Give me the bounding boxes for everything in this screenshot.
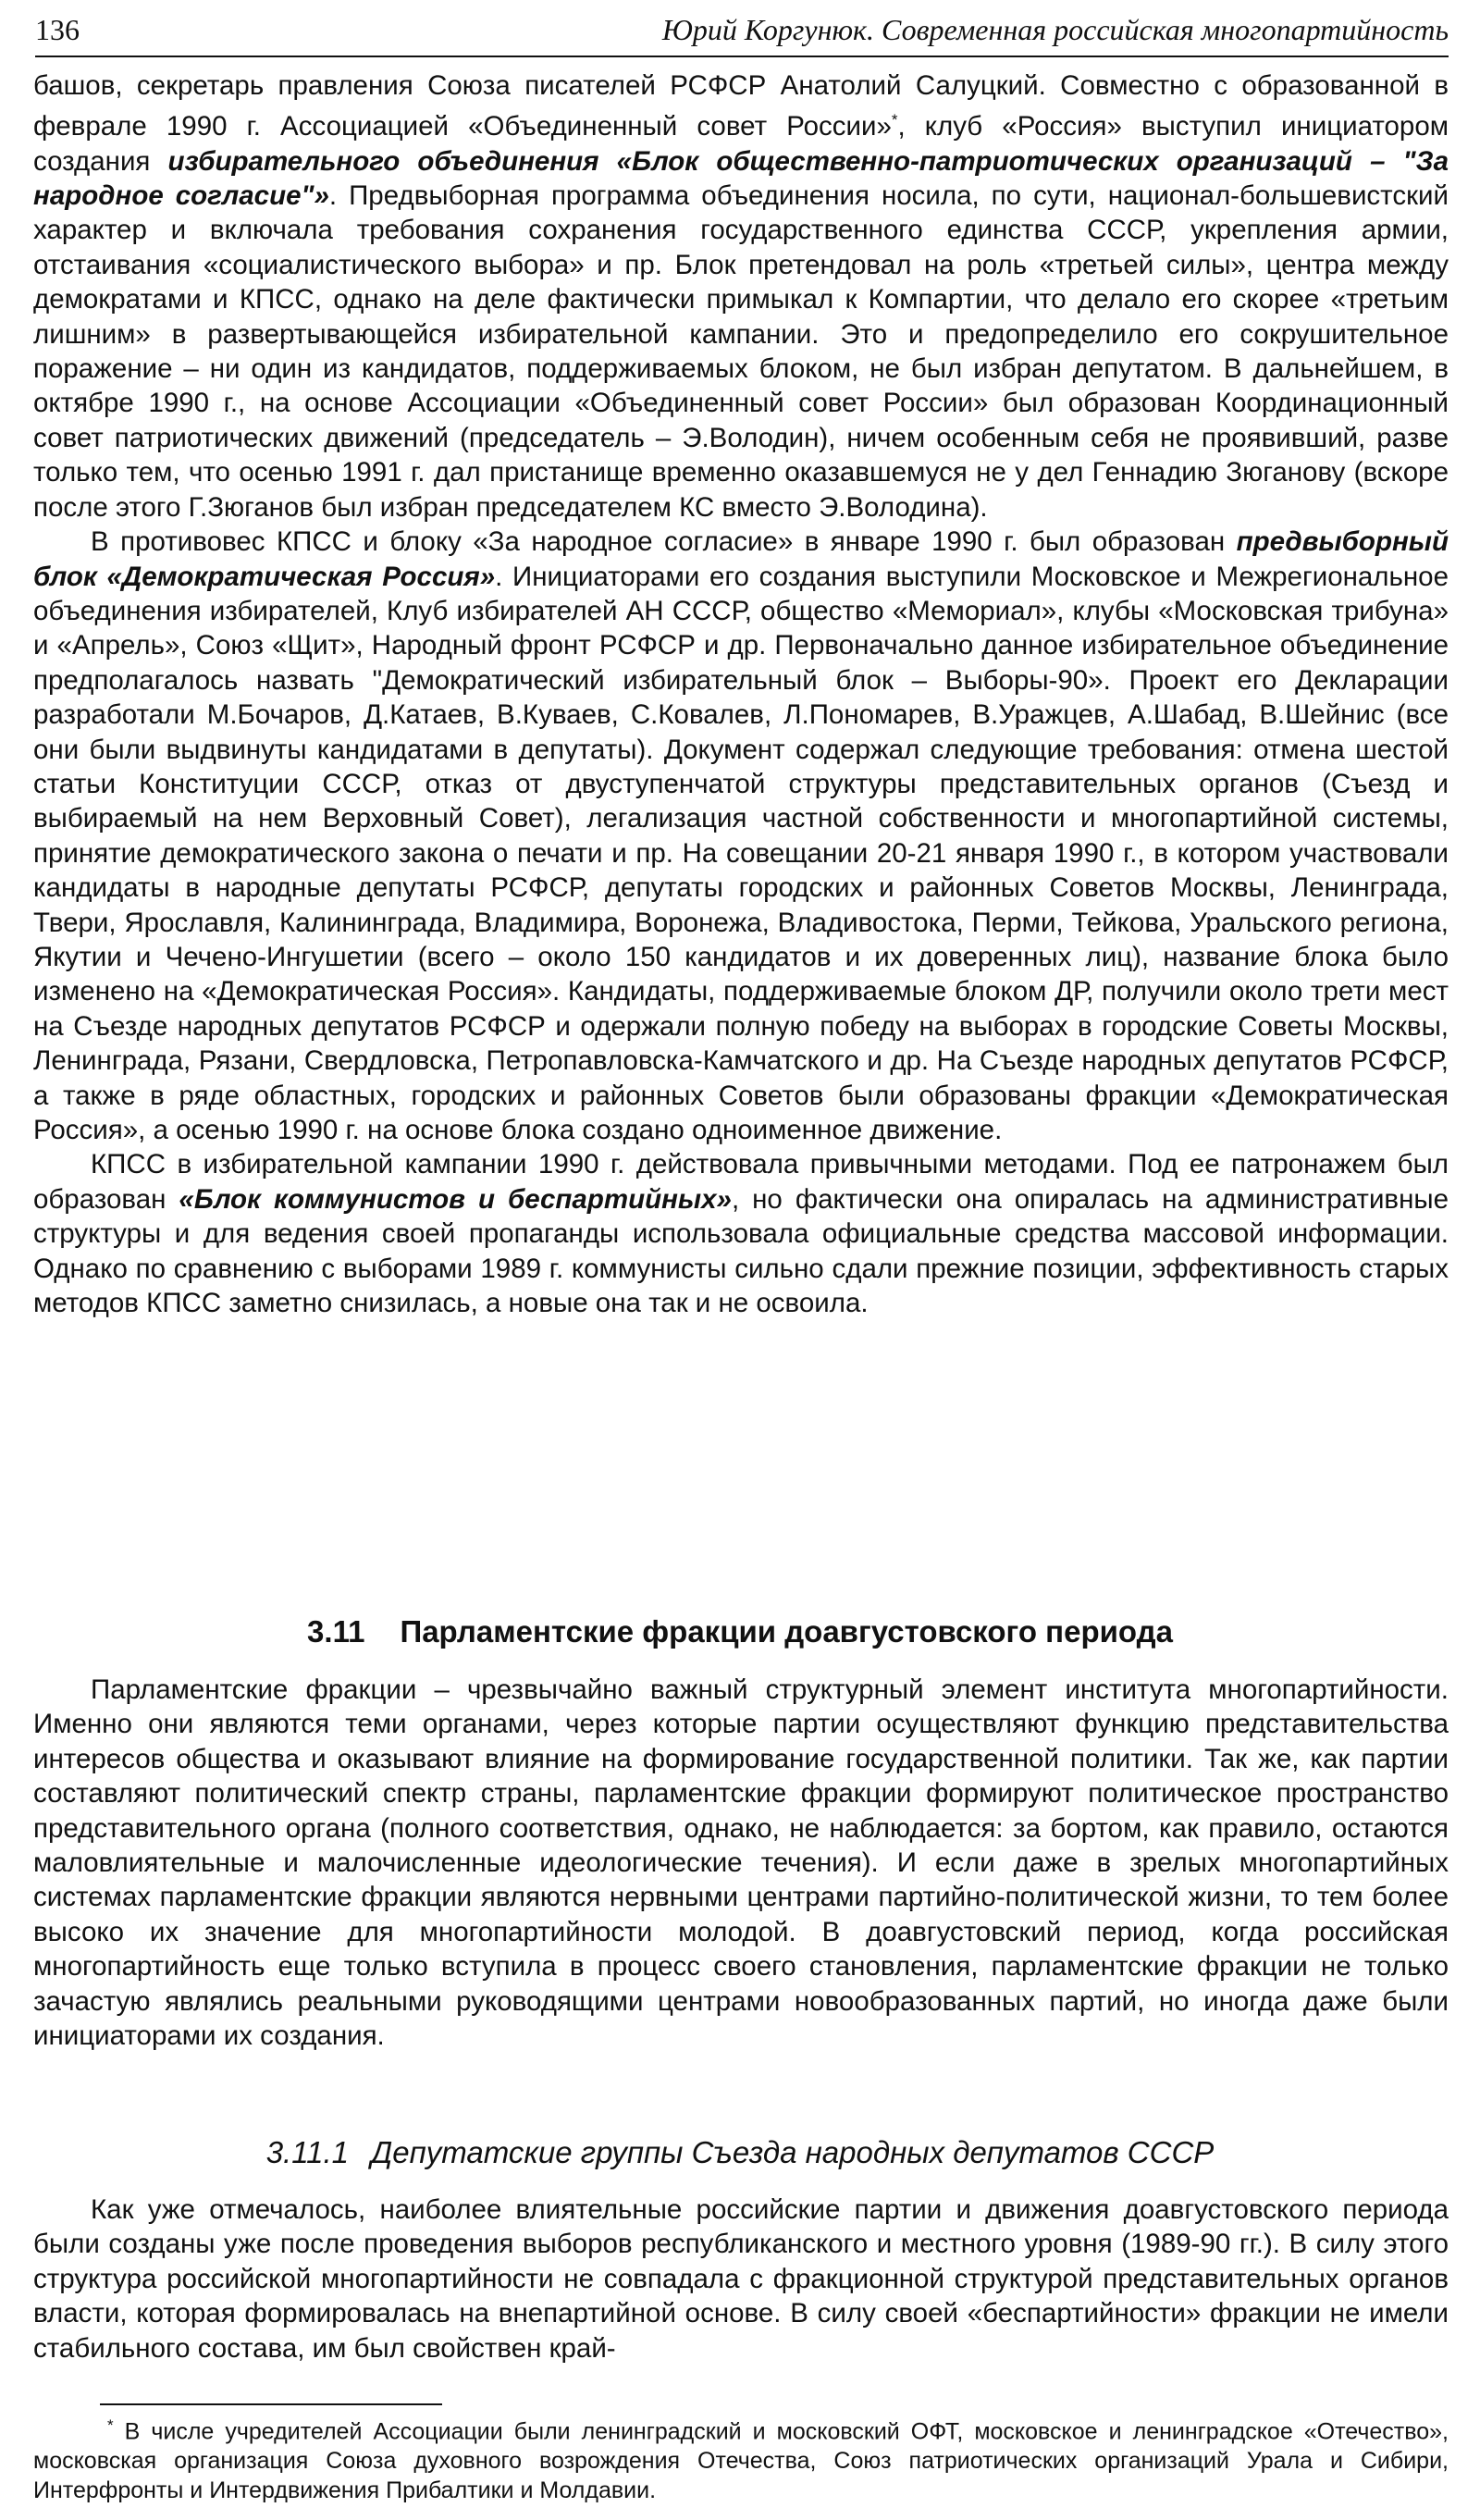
text-block-1 (33, 68, 1449, 1320)
section-title: Парламентские фракции доавгустовского периода (400, 1614, 1173, 1649)
subsection-heading (0, 2135, 1480, 2170)
paragraph-deputy-groups: Как уже отмечалось, наиболее влиятельные российские партии и движения доавгустовского периода были созданы уже после проведения выборов республиканского и местного уровня (1989-90 гг.). В силу этого структура российской многопартийности не совпадала с фракционной структурой представительных органов власти, которая формировалась на внепартийной основе. В силу своей «беспартийности» фракции не имели стабильного состава, им был свойствен край- (33, 2194, 1449, 2364)
page-number: 136 (35, 13, 80, 46)
paragraph-democratic-russia: В противовес КПСС и блоку «За народное согласие» в январе 1990 г. был образован предвыборный блок «Демократическая Россия». Инициаторами его создания выступили Московское и Межрегиональное объединения избирателей, Клуб избирателей АН СССР, общество «Мемориал», клубы «Московская трибуна» и «Апрель», Союз «Щит», Народный фронт РСФСР и др. Первоначально данное избирательное объединение предполагалось назвать "Демократический избирательный блок – Выборы-90». Проект его Декларации разработали М.Бочаров, Д.Катаев, В.Куваев, С.Ковалев, Л.Пономарев, В.Уражцев, А.Шабад, В.Шейнис (все они были выдвинуты кандидатами в депутаты). Документ содержал следующие требования: отмена шестой статьи Конституции СССР, отказ от двуступенчатой структуры представительных органов (Съезд и выбираемый на нем Верховный Совет), легализация частной собственности и многопартийной системы, принятие демократического закона о печати и пр. На совещании 20-21 января 1990 г., в котором участвовали кандидаты в народные депутаты РСФСР, депутаты городских и районных Советов Москвы, Ленинграда, Твери, Ярославля, Калининграда, Владимира, Воронежа, Владивостока, Перми, Тейкова, Уральского региона, Якутии и Чечено-Ингушетии (всего – около 150 кандидатов и их доверенных лиц), название блока было изменено на «Демократическая Россия». Кандидаты, поддерживаемые блоком ДР, получили около трети мест на Съезде народных депутатов РСФСР и одержали полную победу на выборах в городские Советы Москвы, Ленинграда, Рязани, Свердловска, Петропавловска-Камчатского и др. На Съезде народных депутатов РСФСР, а также в ряде областных, городских и районных Советов были образованы фракции «Демократическая Россия», а осенью 1990 г. на основе блока создано одноименное движение. (33, 526, 1449, 1146)
paragraph-cpsu: КПСС в избирательной кампании 1990 г. действовала привычными методами. Под ее патронажем был образован «Блок коммунистов и беспартийных», но фактически она опиралась на административные структуры и для ведения своей пропаганды использовала официальные средства массовой информации. Однако по сравнению с выборами 1989 г. коммунисты сильно сдали прежние позиции, эффективность старых методов КПСС заметно снизилась, а новые она так и не освоила. (33, 1149, 1449, 1319)
footnote-text: В числе учредителей Ассоциации были ленинградский и московский ОФТ, московское и ленинградское «Отечество», московская организация Союза духовного возрождения Отечества, Союз патриотических организаций Урала и Сибири, Интерфронты и Интердвижения Прибалтики и Молдавии. (33, 2418, 1449, 2504)
paragraph-factions: Парламентские фракции – чрезвычайно важный структурный элемент института многопартийности. Именно они являются теми органами, через которые партии осуществляют функцию представительства интересов общества и оказывают влияние на формирование государственной политики. Так же, как партии составляют политический спектр страны, парламентские фракции формируют политическое пространство представительного органа (полного соответствия, однако, не наблюдается: за бортом, как правило, остаются маловлиятельные и малочисленные идеологические течения). И если даже в зрелых многопартийных системах парламентские фракции являются нервными центрами партийно-политической жизни, то тем более высоко их значение для многопартийности молодой. В доавгустовский период, когда российская многопартийность еще только вступила в процесс своего становления, парламентские фракции не только зачастую являлись реальными руководящими центрами новообразованных партий, но иногда даже были инициаторами их создания. (33, 1674, 1449, 2052)
emphasis-bloc-name: избирательного объединения «Блок общественно-патриотических организаций – "За народное согласие"» (33, 145, 1449, 212)
footnote-mark: * (107, 2416, 114, 2434)
subsection-title: Депутатские группы Съезда народных депутатов СССР (371, 2135, 1215, 2169)
subsection-number: 3.11.1 (265, 2135, 349, 2169)
paragraph-salutsky: башов, секретарь правления Союза писателей РСФСР Анатолий Салуцкий. Совместно с образованной в феврале 1990 г. Ассоциацией «Объединенный совет России»*, клуб «Россия» выступил инициатором создания избирательного объединения «Блок общественно-патриотических организаций – "За народное согласие"». Предвыборная программа объединения носила, по сути, национал-большевистский характер и включала требования сохранения государственного единства СССР, укрепления армии, отстаивания «социалистического выбора» и пр. Блок претендовал на роль «третьей силы», центра между демократами и КПСС, однако на деле фактически примыкал к Компартии, что делало его скорее «третьим лишним» в развертывающейся избирательной кампании. Это и предопределило его сокрушительное поражение – ни один из кандидатов, поддерживаемых блоком, не был избран депутатом. В дальнейшем, в октябре 1990 г., на основе Ассоциации «Объединенный совет России» был образован Координационный совет патриотических движений (председатель – Э.Володин), ничем особенным себя не проявивший, разве только тем, что осенью 1991 г. дал пристанище временно оказавшемуся не у дел Геннадию Зюганову (вскоре после этого Г.Зюганов был избран председателем КС вместо Э.Володина). (33, 70, 1449, 523)
footnote (33, 2411, 1449, 2505)
running-header (35, 7, 1449, 57)
section-text (33, 1673, 1449, 2053)
emphasis-democratic-russia: предвыборный блок «Демократическая Россия» (33, 526, 1449, 592)
emphasis-communist-bloc: «Блок коммунистов и беспартийных» (179, 1183, 732, 1215)
footnote-reference: * (891, 111, 898, 130)
section-heading (0, 1614, 1480, 1649)
subsection-text (33, 2193, 1449, 2366)
section-number: 3.11 (307, 1614, 365, 1649)
running-title: Юрий Коргунюк. Современная российская многопартийность (661, 13, 1449, 46)
footnote-divider (100, 2403, 442, 2405)
